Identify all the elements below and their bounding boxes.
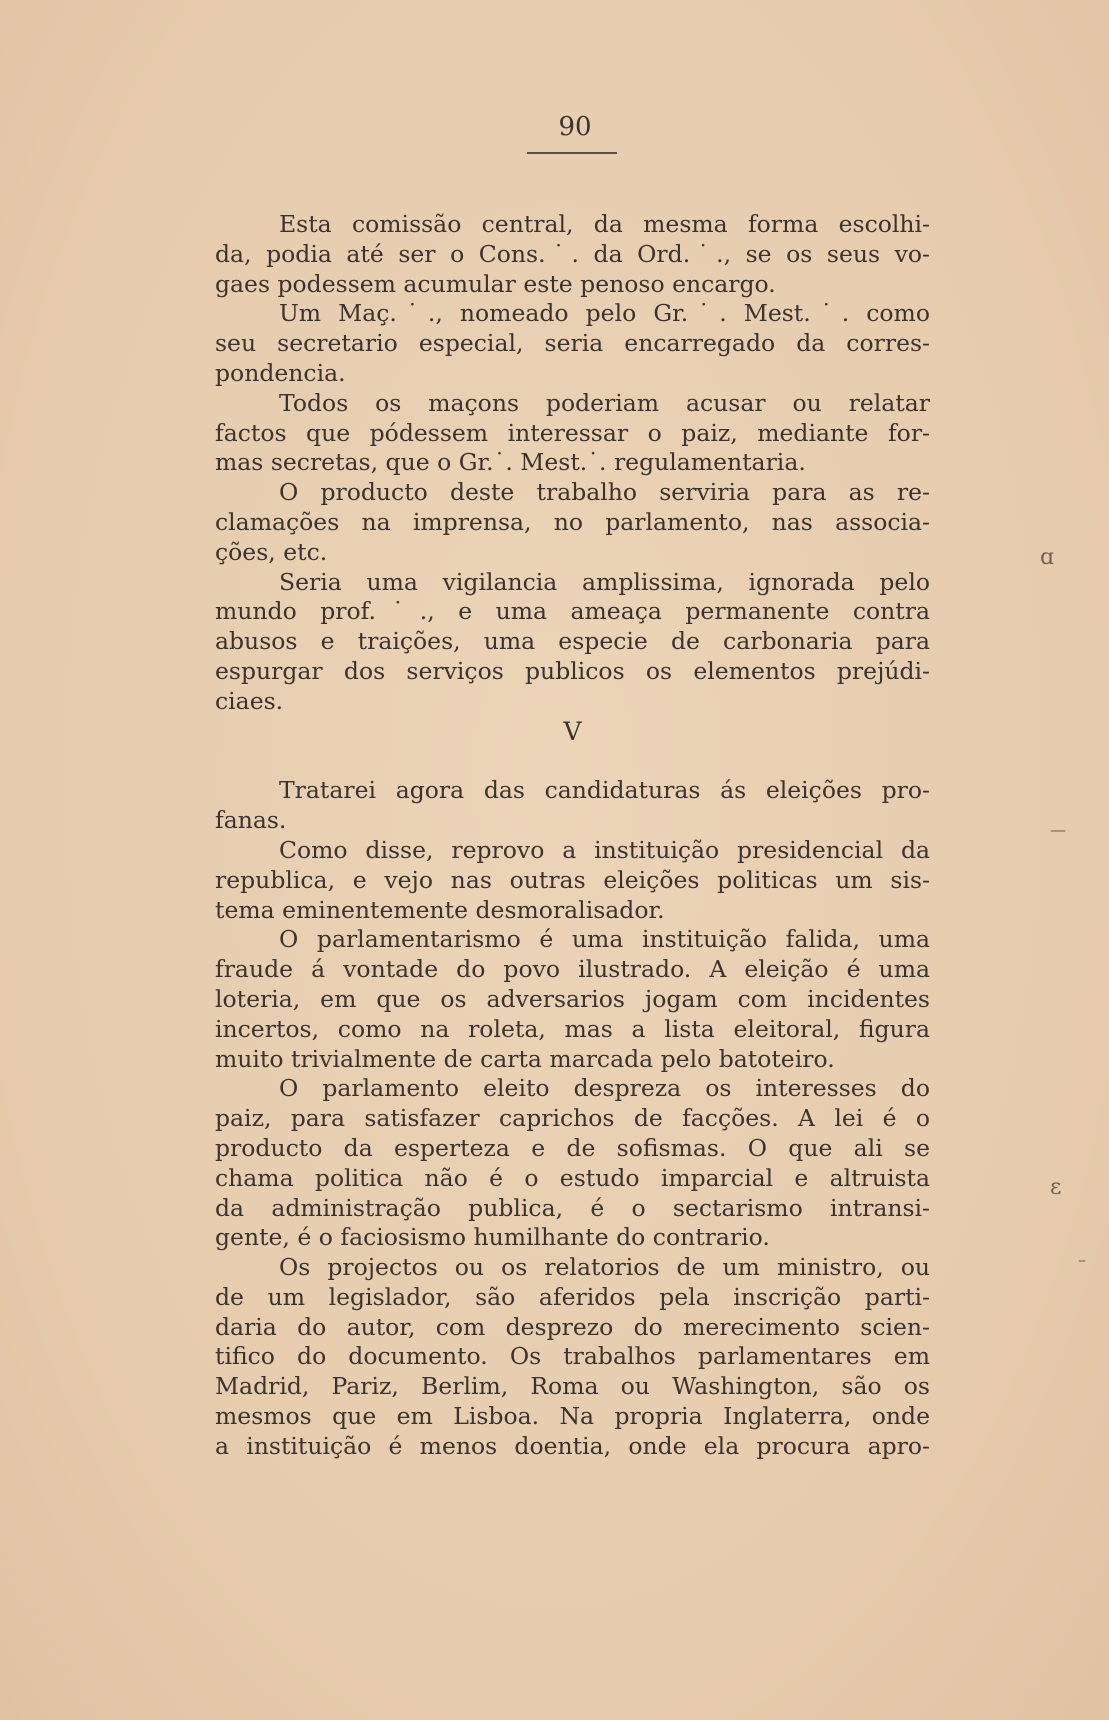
text-line: Todos os maçons poderiam acusar ou relatar <box>279 388 930 417</box>
text-line: a instituição é menos doentia, onde ela procura apro- <box>215 1431 930 1460</box>
text-line: tema eminentemente desmoralisador. <box>215 895 665 924</box>
text-line: gaes podessem acumular este penoso encargo. <box>215 269 776 298</box>
text-line: paiz, para satisfazer caprichos de facções. A lei é o <box>215 1104 930 1133</box>
text-line: de um legislador, são aferidos pela inscrição parti- <box>215 1282 930 1311</box>
paragraph <box>215 1074 930 1253</box>
text-line: muito trivialmente de carta marcada pelo batoteiro. <box>215 1044 835 1073</box>
text-line: fanas. <box>215 806 287 835</box>
text-line: loteria, em que os adversarios jogam com incidentes <box>215 984 930 1013</box>
page-number-rule <box>527 152 617 154</box>
text-line: O producto deste trabalho serviria para as re- <box>279 478 930 507</box>
text-line: Tratarei agora das candidaturas ás eleições pro- <box>279 776 930 805</box>
text-line: abusos e traições, uma especie de carbonaria para <box>215 627 930 656</box>
text-line: factos que pódessem interessar o paiz, mediante for- <box>215 418 930 447</box>
text-line: mas secretas, que o Gr.˙. Mest.˙. regulamentaria. <box>215 448 806 477</box>
body-text <box>215 210 930 1462</box>
text-line: incertos, como na roleta, mas a lista eleitoral, figura <box>215 1014 930 1043</box>
text-line: Os projectos ou os relatorios de um ministro, ou <box>279 1253 930 1282</box>
text-line: chama politica não é o estudo imparcial e altruista <box>215 1163 930 1192</box>
text-line: Como disse, reprovo a instituição presidencial da <box>279 835 930 864</box>
text-line: espurgar dos serviços publicos os elementos prejúdi- <box>215 656 930 685</box>
margin-pencil-mark: ɑ <box>1040 545 1055 570</box>
paragraph <box>215 568 930 717</box>
paragraph <box>215 389 930 478</box>
text-line: daria do autor, com desprezo do merecimento scien- <box>215 1312 930 1341</box>
text-line: O parlamentarismo é uma instituição falida, uma <box>279 925 930 954</box>
paragraph <box>215 925 930 1074</box>
text-line: producto da esperteza e de sofismas. O que ali se <box>215 1133 930 1162</box>
text-line: Seria uma vigilancia amplissima, ignorada pelo <box>279 567 930 596</box>
text-line: gente, é o faciosismo humilhante do contrario. <box>215 1223 770 1252</box>
paragraph <box>215 210 930 299</box>
text-line: da administração publica, é o sectarismo intransi- <box>215 1193 930 1222</box>
text-line: da, podia até ser o Cons.˙. da Ord.˙., se os seus vo- <box>215 239 930 268</box>
text-line: fraude á vontade do povo ilustrado. A eleição é uma <box>215 955 930 984</box>
text-line: republica, e vejo nas outras eleições politicas um sis- <box>215 865 930 894</box>
text-line: Madrid, Pariz, Berlim, Roma ou Washington, são os <box>215 1372 930 1401</box>
text-line: mesmos que em Lisboa. Na propria Inglaterra, onde <box>215 1402 930 1431</box>
paragraph <box>215 1253 930 1462</box>
text-line: ções, etc. <box>215 537 328 566</box>
margin-pencil-dash: — <box>1050 820 1066 839</box>
text-line: Um Maç.˙., nomeado pelo Gr.˙. Mest.˙. como <box>279 299 930 328</box>
text-line: mundo prof.˙., e uma ameaça permanente contra <box>215 597 930 626</box>
page-number: 90 <box>558 112 592 142</box>
paragraph <box>215 299 930 388</box>
paragraph <box>215 478 930 567</box>
text-line: pondencia. <box>215 358 346 387</box>
margin-pencil-mark: ɛ <box>1050 1175 1062 1200</box>
section-heading: V <box>563 716 582 746</box>
text-line: Esta comissão central, da mesma forma escolhi- <box>279 210 930 238</box>
text-line: clamações na imprensa, no parlamento, nas associa- <box>215 507 930 536</box>
margin-pencil-dash: – <box>1078 1250 1086 1269</box>
text-line: ciaes. <box>215 686 284 715</box>
paragraph <box>215 836 930 925</box>
text-line: tifico do documento. Os trabalhos parlamentares em <box>215 1342 930 1371</box>
paragraph <box>215 776 930 836</box>
text-line: O parlamento eleito despreza os interesses do <box>279 1074 930 1103</box>
text-line: seu secretario especial, seria encarregado da corres- <box>215 329 930 358</box>
